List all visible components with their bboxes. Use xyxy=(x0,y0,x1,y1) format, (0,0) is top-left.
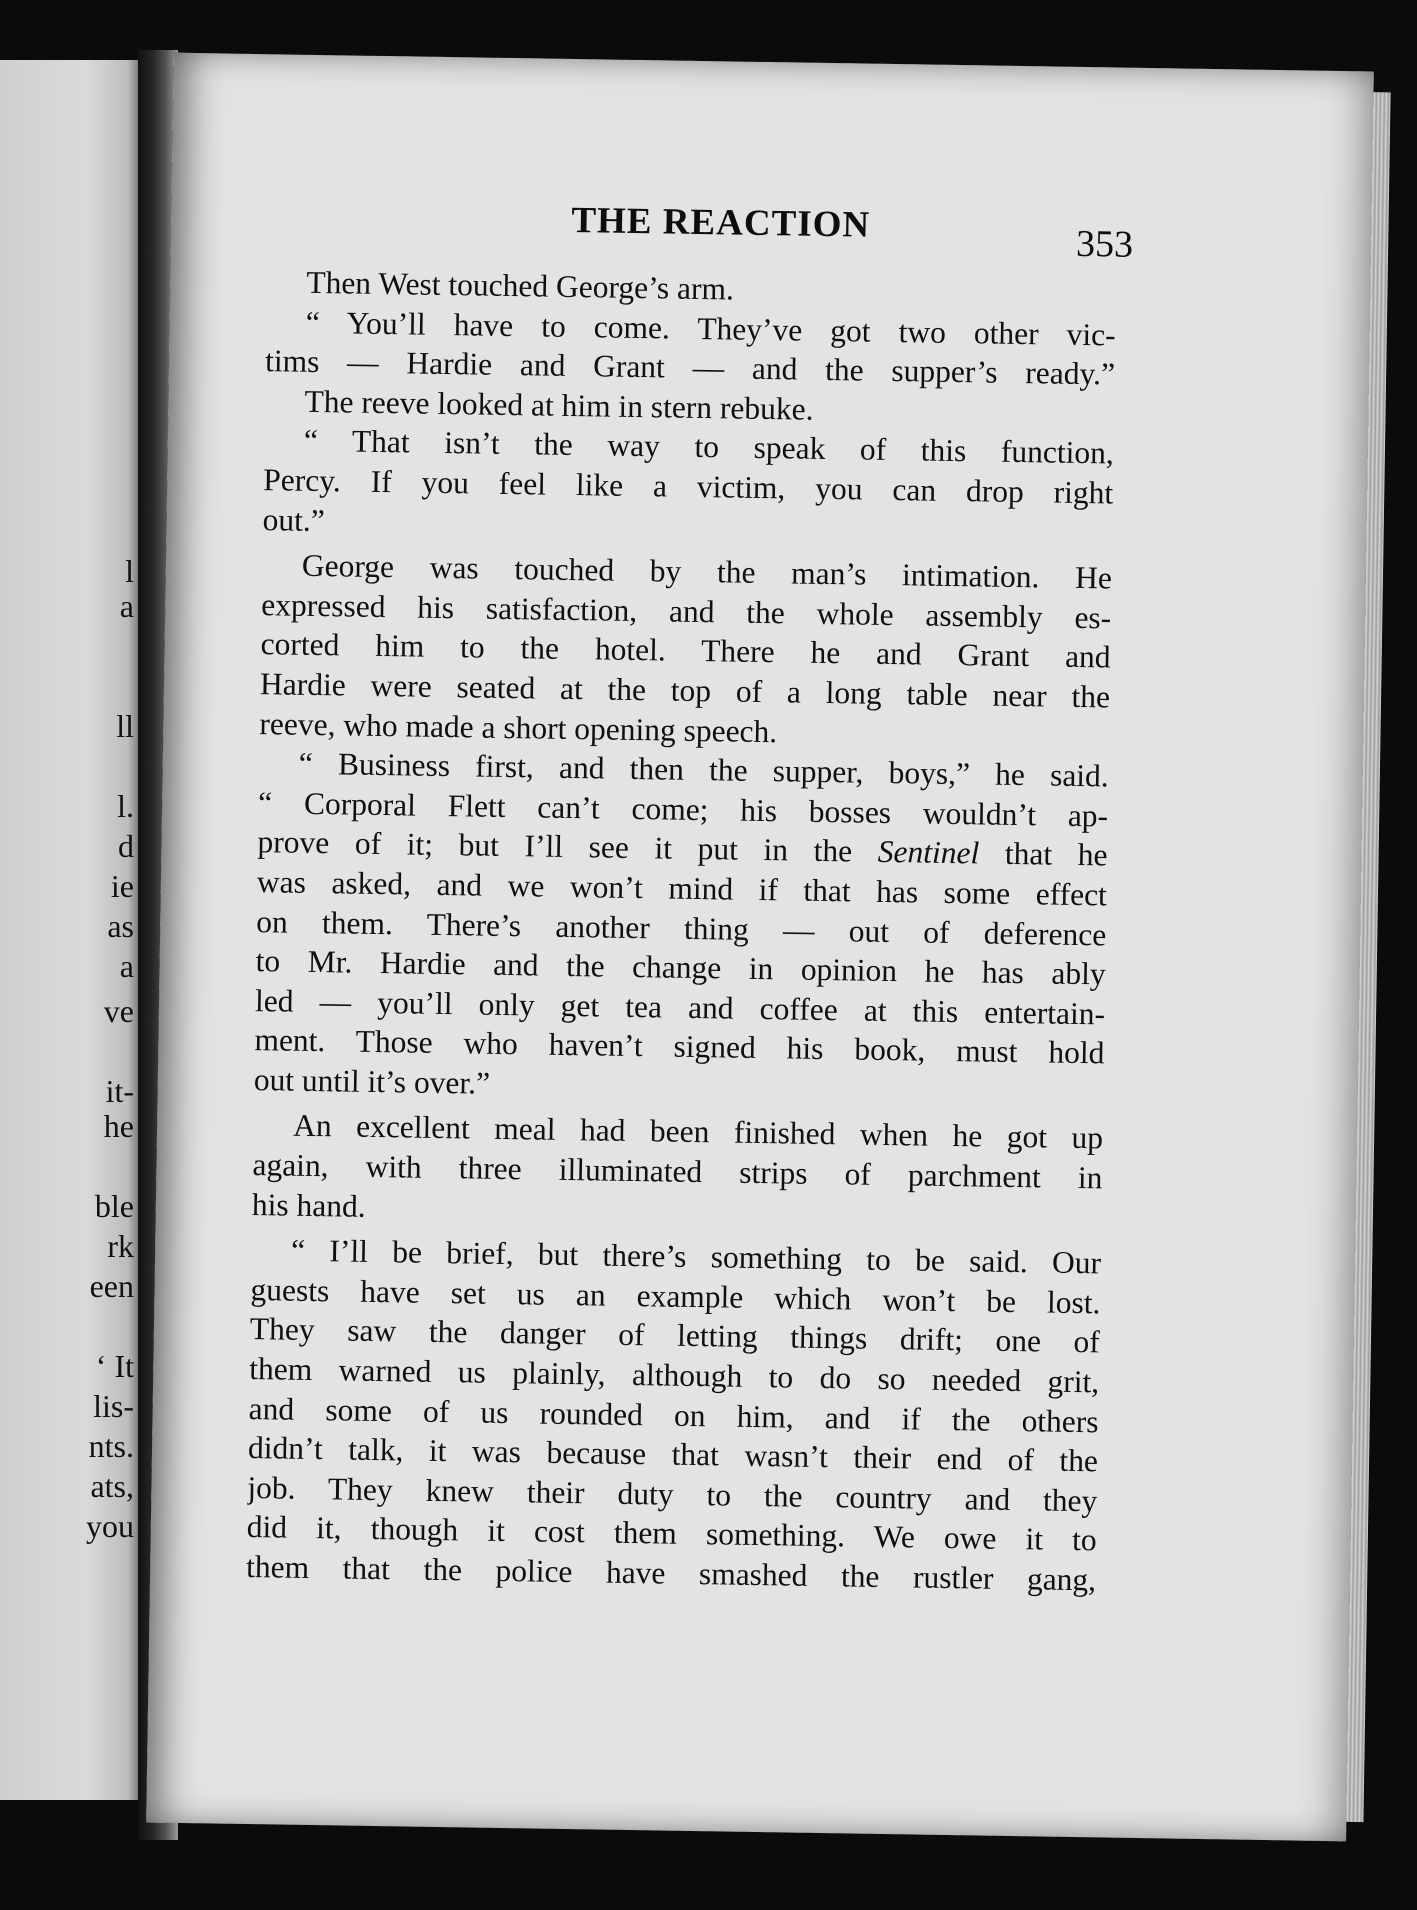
text-segment: prove of it; but I’ll see it put in the xyxy=(257,824,879,870)
body-text xyxy=(246,262,1117,1600)
text-line: guests have set us an example which won’t be lost. xyxy=(250,1271,1101,1321)
text-line: job. They knew their duty to the country and they xyxy=(247,1469,1098,1519)
text-line: was asked, and we won’t mind if that has some effect xyxy=(256,863,1108,913)
facing-page-fragment: l. xyxy=(117,788,134,824)
text-line: out.” xyxy=(262,501,326,538)
text-line: They saw the danger of letting things drift; one of xyxy=(249,1311,1101,1360)
facing-page-fragment: nts. xyxy=(88,1428,134,1464)
text-line: “ Corporal Flett can’t come; his bosses wouldn’t ap- xyxy=(257,784,1109,834)
text-line: tims — Hardie and Grant — and the supper’s ready.” xyxy=(264,343,1116,392)
text-line: to Mr. Hardie and the change in opinion he has ably xyxy=(255,943,1106,992)
text-line: “ I’ll be brief, but there’s something to be said. Our xyxy=(290,1232,1102,1281)
facing-page-fragment: lis- xyxy=(93,1388,134,1424)
facing-page-fragment: ll xyxy=(116,708,134,744)
text-line: his hand. xyxy=(251,1186,366,1224)
text-line: on them. There’s another thing — out of deference xyxy=(256,903,1107,952)
text-line: ment. Those who haven’t signed his book, must hold xyxy=(254,1022,1105,1071)
facing-page-fragment: he xyxy=(103,1108,134,1144)
facing-page-fragment: a xyxy=(119,588,134,624)
facing-page-fragment: it- xyxy=(105,1073,134,1109)
text-line: them warned us plainly, although to do so needed grit, xyxy=(249,1351,1100,1400)
text-line: corted him to the hotel. There he and Grant and xyxy=(260,626,1111,675)
text-line: did it, though it cost them something. We owe it to xyxy=(246,1509,1097,1558)
text-line: expressed his satisfaction, and the whole assembly es- xyxy=(261,586,1112,636)
facing-page-fragment: ie xyxy=(110,868,134,904)
facing-page-fragment: a xyxy=(119,948,134,984)
text-line: didn’t talk, it was because that wasn’t their end of the xyxy=(247,1430,1099,1479)
text-segment: that he xyxy=(978,835,1108,873)
text-line: reeve, who made a short opening speech. xyxy=(259,705,778,749)
facing-page-fragment: ‘ It xyxy=(95,1348,134,1384)
facing-page-fragment: d xyxy=(118,828,134,864)
text-line: “ You’ll have to come. They’ve got two other vic- xyxy=(305,304,1116,353)
facing-page-fragment: ve xyxy=(103,993,134,1029)
text-line: An excellent meal had been finished when he got up xyxy=(292,1108,1104,1156)
facing-page-fragment: l xyxy=(125,553,134,589)
facing-page-fragment: ble xyxy=(94,1188,134,1224)
text-line: led — you’ll only get tea and coffee at this entertain- xyxy=(254,982,1106,1032)
book-page xyxy=(146,53,1374,1842)
text-line: out until it’s over.” xyxy=(253,1061,491,1101)
text-line: Hardie were seated at the top of a long table near the xyxy=(259,666,1111,715)
text-line: and some of us rounded on him, and if the others xyxy=(248,1390,1099,1439)
text-line: Then West touched George’s arm. xyxy=(306,264,735,307)
facing-page-fragment: rk xyxy=(107,1228,134,1264)
facing-page-fragment: ats, xyxy=(90,1468,134,1504)
facing-page-fragment: you xyxy=(86,1508,134,1544)
text-line: “ That isn’t the way to speak of this function, xyxy=(303,423,1115,471)
text-line: George was touched by the man’s intimation. He xyxy=(301,547,1113,596)
text-line: them that the police have smashed the rustler gang, xyxy=(245,1549,1097,1598)
text-line: again, with three illuminated strips of parchment in xyxy=(252,1147,1103,1196)
page-number: 353 xyxy=(1075,222,1134,266)
facing-page-fragment: as xyxy=(107,908,134,944)
facing-page-fragment: een xyxy=(89,1268,134,1304)
running-head: THE REACTION xyxy=(571,199,871,246)
text-line: The reeve looked at him in stern rebuke. xyxy=(304,383,814,427)
italic-title: Sentinel xyxy=(877,834,980,871)
text-line: Percy. If you feel like a victim, you can drop right xyxy=(263,462,1114,511)
facing-page-edge xyxy=(0,60,142,1800)
text-line: “ Business first, and then the supper, boys,” he said. xyxy=(298,745,1110,794)
